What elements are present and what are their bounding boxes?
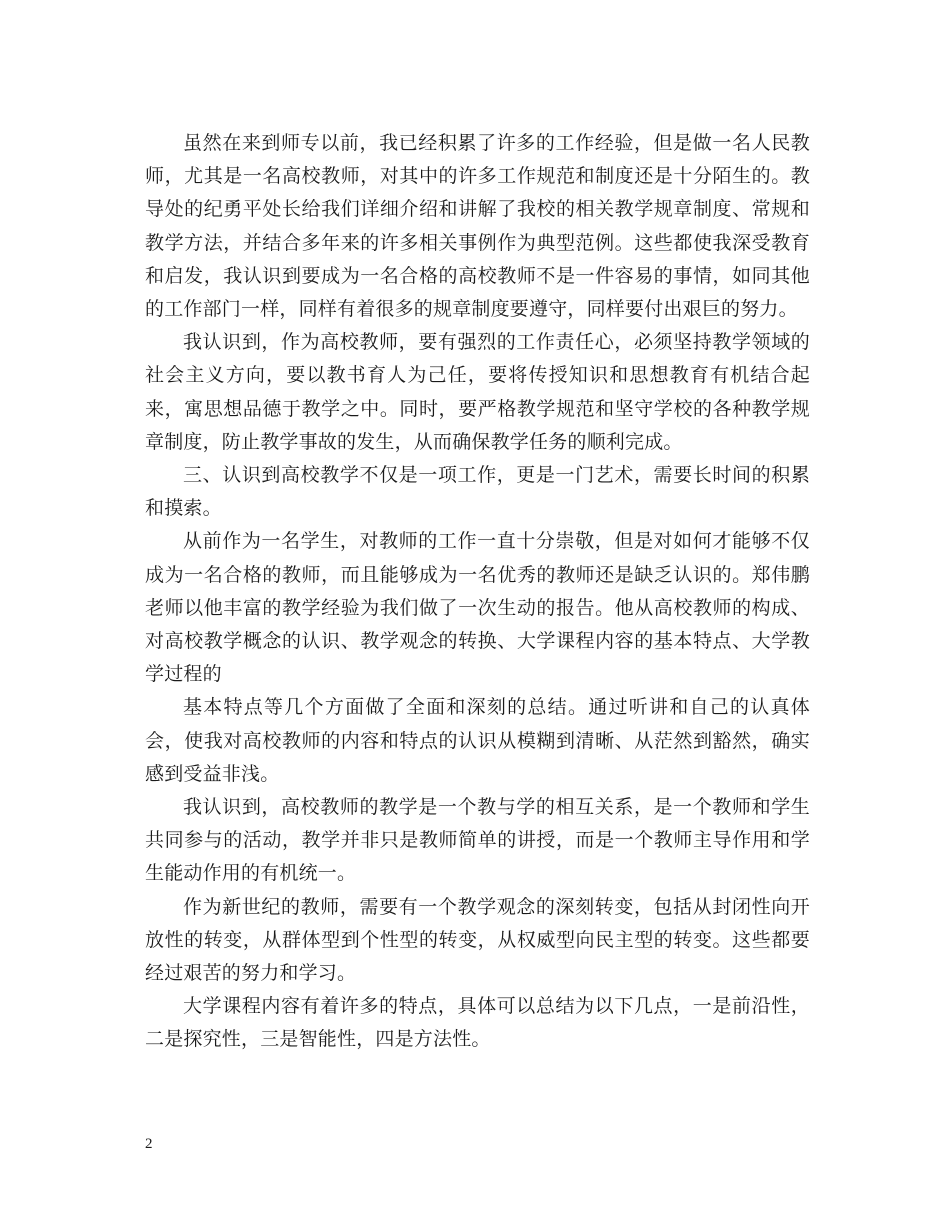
document-body: [145, 127, 810, 1057]
paragraph-1: 虽然在来到师专以前，我已经积累了许多的工作经验，但是做一名人民教师，尤其是一名高校教师，对其中的许多工作规范和制度还是十分陌生的。教导处的纪勇平处长给我们详细介绍和讲解了我校的相关教学规章制度、常规和教学方法，并结合多年来的许多相关事例作为典型范例。这些都使我深受教育和启发，我认识到要成为一名合格的高校教师不是一件容易的事情，如同其他的工作部门一样，同样有着很多的规章制度要遵守，同样要付出艰巨的努力。: [145, 132, 810, 321]
paragraph-5: 基本特点等几个方面做了全面和深刻的总结。通过听讲和自己的认真体会，使我对高校教师的内容和特点的认识从模糊到清晰、从茫然到豁然，确实感到受益非浅。: [145, 696, 810, 785]
paragraph-3: 三、认识到高校教学不仅是一项工作，更是一门艺术，需要长时间的积累和摸索。: [145, 464, 810, 520]
paragraph-6: 我认识到，高校教师的教学是一个教与学的相互关系，是一个教师和学生共同参与的活动，教学并非只是教师简单的讲授，而是一个教师主导作用和学生能动作用的有机统一。: [145, 796, 810, 885]
paragraph-2: 我认识到，作为高校教师，要有强烈的工作责任心，必须坚持教学领域的社会主义方向，要以教书育人为己任，要将传授知识和思想教育有机结合起来，寓思想品德于教学之中。同时，要严格教学规范和坚守学校的各种教学规章制度，防止教学事故的发生，从而确保教学任务的顺利完成。: [145, 331, 810, 453]
page-number: 2: [145, 1136, 153, 1152]
paragraph-4: 从前作为一名学生，对教师的工作一直十分崇敬，但是对如何才能够不仅成为一名合格的教师，而且能够成为一名优秀的教师还是缺乏认识的。郑伟鹏老师以他丰富的教学经验为我们做了一次生动的报告。他从高校教师的构成、对高校教学概念的认识、教学观念的转换、大学课程内容的基本特点、大学教学过程的: [145, 530, 810, 686]
paragraph-8: 大学课程内容有着许多的特点，具体可以总结为以下几点，一是前沿性，二是探究性，三是智能性，四是方法性。: [145, 995, 810, 1051]
paragraph-7: 作为新世纪的教师，需要有一个教学观念的深刻转变，包括从封闭性向开放性的转变，从群体型到个性型的转变，从权威型向民主型的转变。这些都要经过艰苦的努力和学习。: [145, 895, 810, 985]
